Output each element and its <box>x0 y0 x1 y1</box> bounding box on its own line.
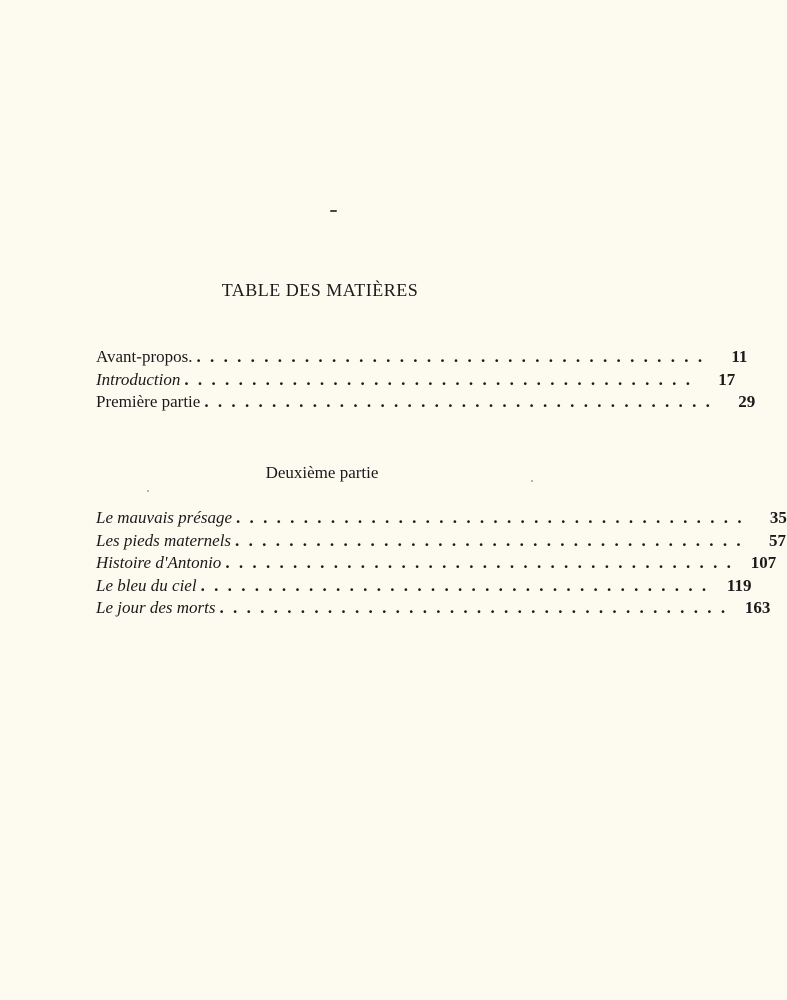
ink-speck <box>330 210 337 212</box>
toc-entry-label: Le jour des morts <box>96 598 216 617</box>
toc-entry-label: Introduction <box>96 369 181 389</box>
toc-entry[interactable] <box>96 369 736 393</box>
toc-entry[interactable] <box>96 392 756 415</box>
toc-entry-label: Le mauvais présage <box>96 508 232 527</box>
toc-entry-page: 57 <box>768 530 786 550</box>
leader-dots: ...................................... <box>200 575 716 595</box>
toc-entry[interactable] <box>96 347 748 370</box>
toc-entry[interactable] <box>96 508 787 531</box>
leader-dots: ...................................... <box>225 553 741 572</box>
toc-entry-label: Le bleu du ciel <box>96 575 197 595</box>
toc-entry-page: 107 <box>750 553 777 572</box>
toc-entry-label: Histoire d'Antonio <box>96 553 222 572</box>
leader-dots: ...................................... <box>204 392 720 411</box>
leader-dots: ...................................... <box>184 369 700 389</box>
toc-entry-page: 17 <box>718 369 736 389</box>
leader-dots: ...................................... <box>235 508 751 527</box>
page-title: TABLE DES MATIÈRES <box>221 280 419 300</box>
toc-entry-page: 11 <box>731 347 748 366</box>
leader-dots: ...................................... <box>235 530 750 550</box>
toc-entry-label: Première partie <box>96 392 201 411</box>
toc-entry[interactable] <box>96 575 752 599</box>
toc-entry[interactable] <box>96 598 771 621</box>
ink-speck <box>147 490 149 492</box>
toc-entry-page: 29 <box>738 392 756 411</box>
toc-entry[interactable] <box>96 530 786 554</box>
toc-entry-label: Les pieds maternels <box>96 530 232 550</box>
toc-entry-page: 163 <box>744 598 771 617</box>
section-heading: Deuxième partie <box>265 463 379 482</box>
toc-entry[interactable] <box>96 553 777 576</box>
toc-entry-page: 35 <box>769 508 787 527</box>
leader-dots: ...................................... <box>219 598 735 617</box>
toc-entry-label: Avant-propos. <box>96 347 193 366</box>
leader-dots: ...................................... <box>196 347 712 366</box>
toc-list-front-matter <box>96 347 756 415</box>
toc-entry-page: 119 <box>726 575 752 595</box>
toc-list-second-part <box>96 508 787 621</box>
